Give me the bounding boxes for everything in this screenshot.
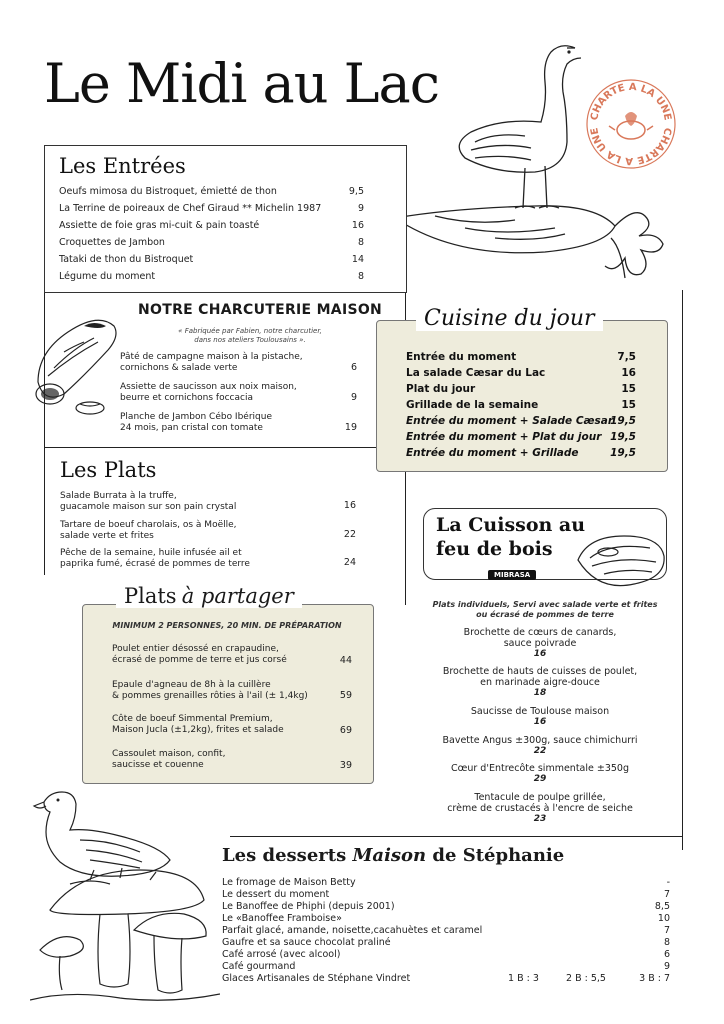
cuisine-jour-price: 19,5 bbox=[610, 431, 636, 443]
dessert-item: Café gourmand bbox=[222, 961, 296, 972]
partager-title-part2: à partager bbox=[181, 584, 294, 608]
plats-item bbox=[60, 520, 237, 542]
entree-item-name: Assiette de foie gras mi-cuit & pain toasté bbox=[59, 220, 260, 231]
entrees-title: Les Entrées bbox=[59, 154, 186, 178]
dessert-price: 9 bbox=[663, 961, 670, 972]
charcuterie-subtitle-line: dans nos ateliers Toulousains ». bbox=[194, 336, 306, 344]
entree-item-name: Croquettes de Jambon bbox=[59, 237, 165, 248]
partager-item-line: Epaule d'agneau de 8h à la cuillère bbox=[112, 680, 271, 690]
cuisson-item-line: Cœur d'Entrecôte simmentale ±350g bbox=[451, 763, 629, 774]
cuisine-jour-price: 15 bbox=[621, 383, 636, 395]
partager-title bbox=[116, 584, 302, 608]
dessert-price: 7 bbox=[663, 925, 670, 936]
goose-carrot-illustration bbox=[375, 38, 675, 303]
frame-right-line bbox=[682, 290, 683, 850]
cuisson-item-price: 29 bbox=[533, 774, 547, 784]
cuisson-item-price: 16 bbox=[533, 649, 547, 659]
charcuterie-item-price: 19 bbox=[344, 422, 357, 433]
dessert-item: Parfait glacé, amande, noisette,cacahuètes et caramel bbox=[222, 925, 483, 936]
desserts-title-part1: Les desserts bbox=[222, 845, 347, 866]
dessert-item: Le fromage de Maison Betty bbox=[222, 877, 356, 888]
duck-mushrooms-illustration bbox=[30, 780, 220, 1010]
cuisson-item bbox=[430, 763, 650, 785]
entree-item-name: Légume du moment bbox=[59, 271, 156, 282]
plats-item bbox=[60, 491, 236, 513]
cuisine-jour-price: 15 bbox=[621, 399, 636, 411]
cuisine-jour-item: Entrée du moment + Salade Cæsar bbox=[406, 415, 614, 427]
partager-item-price: 39 bbox=[339, 760, 352, 771]
charcuterie-item-price: 6 bbox=[350, 362, 357, 373]
entree-item-price: 9 bbox=[357, 203, 364, 214]
dessert-item: Le «Banoffee Framboise» bbox=[222, 913, 342, 924]
charcuterie-subtitle-line: « Fabriquée par Fabien, notre charcutier, bbox=[178, 327, 322, 335]
cuisson-intro bbox=[430, 600, 660, 620]
partager-item-price: 59 bbox=[339, 690, 352, 701]
badge-text-top: CHARTE A LA UNE bbox=[589, 81, 673, 122]
dessert-item: Le dessert du moment bbox=[222, 889, 330, 900]
plats-item-price: 24 bbox=[343, 557, 356, 568]
cuisine-jour-price: 19,5 bbox=[610, 415, 636, 427]
charcuterie-item-line: Assiette de saucisson aux noix maison, bbox=[120, 382, 297, 392]
charcuterie-item-price: 9 bbox=[350, 392, 357, 403]
plats-item-line: Salade Burrata à la truffe, bbox=[60, 491, 177, 501]
mibrasa-logo: MIBRASA bbox=[488, 570, 536, 580]
charcuterie-subtitle bbox=[160, 327, 340, 345]
plats-item-line: salade verte et frites bbox=[60, 531, 154, 541]
plats-item-price: 22 bbox=[343, 529, 356, 540]
cuisson-item-line: Brochette de hauts de cuisses de poulet, bbox=[442, 666, 638, 677]
partager-item-line: écrasé de pomme de terre et jus corsé bbox=[112, 655, 287, 665]
cuisson-item-line: sauce poivrade bbox=[503, 638, 577, 649]
cuisine-jour-price: 7,5 bbox=[617, 351, 636, 363]
cuisson-item bbox=[430, 792, 650, 825]
plats-item-line: Tartare de boeuf charolais, os à Moëlle, bbox=[60, 520, 237, 530]
partager-item bbox=[112, 749, 225, 771]
cuisson-item bbox=[430, 666, 650, 699]
plats-item-line: paprika fumé, écrasé de pommes de terre bbox=[60, 559, 250, 569]
partager-item bbox=[112, 680, 308, 702]
cuisson-item-line: Brochette de cœurs de canards, bbox=[463, 627, 617, 638]
cuisson-title-line: feu de bois bbox=[436, 538, 553, 560]
steak-illustration bbox=[568, 530, 668, 592]
plats-item-line: guacamole maison sur son pain crystal bbox=[60, 502, 237, 512]
dessert-price: 10 bbox=[657, 913, 670, 924]
cuisine-jour-item: Entrée du moment + Grillade bbox=[406, 447, 579, 459]
cuisson-title bbox=[436, 513, 585, 561]
partager-title-part1: Plats bbox=[124, 584, 177, 608]
dessert-item-glaces: Glaces Artisanales de Stéphane Vindret bbox=[222, 973, 411, 984]
partager-item-line: & pommes grenailles rôties à l'ail (± 1,4kg) bbox=[112, 691, 308, 701]
sausage-illustration bbox=[24, 312, 124, 422]
entrees-section bbox=[44, 145, 407, 293]
cuisson-item-line: Tentacule de poulpe grillée, bbox=[474, 792, 606, 803]
charcuterie-item bbox=[120, 382, 297, 404]
badge-text-bottom: CHARTE A LA UNE bbox=[589, 126, 673, 167]
cuisine-jour-item: Entrée du moment bbox=[406, 351, 517, 363]
entree-item-price: 8 bbox=[357, 237, 364, 248]
entree-item-name: Tataki de thon du Bistroquet bbox=[59, 254, 194, 265]
cuisson-item-line: en marinade aigre-douce bbox=[480, 677, 600, 688]
charcuterie-item-line: beurre et cornichons foccacia bbox=[120, 393, 253, 403]
cuisson-intro-line: ou écrasé de pommes de terre bbox=[476, 610, 614, 619]
entree-item-price: 14 bbox=[351, 254, 364, 265]
restaurant-title: Le Midi au Lac bbox=[44, 52, 439, 115]
partager-item bbox=[112, 714, 284, 736]
charcuterie-item-line: 24 mois, pan cristal con tomate bbox=[120, 423, 263, 433]
dessert-price: - bbox=[666, 877, 670, 888]
cuisine-jour-price: 16 bbox=[621, 367, 636, 379]
cuisson-title-line: La Cuisson au bbox=[436, 514, 586, 536]
partager-item-line: Cassoulet maison, confit, bbox=[112, 749, 226, 759]
desserts-title-part3: de Stéphanie bbox=[432, 845, 565, 866]
dessert-item: Gaufre et sa sauce chocolat praliné bbox=[222, 937, 391, 948]
cuisine-jour-item: La salade Cæsar du Lac bbox=[406, 367, 546, 379]
dessert-item: Café arrosé (avec alcool) bbox=[222, 949, 341, 960]
entree-item-price: 8 bbox=[357, 271, 364, 282]
charcuterie-item-line: cornichons & salade verte bbox=[120, 363, 238, 373]
entree-item-name: Oeufs mimosa du Bistroquet, émietté de thon bbox=[59, 186, 277, 197]
partager-item-line: Côte de boeuf Simmental Premium, bbox=[112, 714, 273, 724]
cuisson-item bbox=[430, 706, 650, 728]
entree-item-price: 16 bbox=[351, 220, 364, 231]
entree-item-name: La Terrine de poireaux de Chef Giraud ** Michelin 1987 bbox=[59, 203, 322, 214]
charcuterie-title: NOTRE CHARCUTERIE MAISON bbox=[138, 302, 383, 318]
plats-title: Les Plats bbox=[60, 458, 157, 482]
cuisine-jour-item: Plat du jour bbox=[406, 383, 476, 395]
glaces-price-3b: 3 B : 7 bbox=[639, 973, 670, 984]
cuisine-jour-item: Entrée du moment + Plat du jour bbox=[406, 431, 602, 443]
charcuterie-item bbox=[120, 412, 272, 434]
cuisson-item-line: Bavette Angus ±300g, sauce chimichurri bbox=[442, 735, 638, 746]
charcuterie-item-line: Planche de Jambon Cébo Ibérique bbox=[120, 412, 272, 422]
dessert-price: 7 bbox=[663, 889, 670, 900]
partager-item-price: 44 bbox=[339, 655, 352, 666]
cuisine-jour-title: Cuisine du jour bbox=[416, 306, 603, 331]
divider-desserts bbox=[230, 836, 683, 837]
dessert-item: Le Banoffee de Phiphi (depuis 2001) bbox=[222, 901, 395, 912]
plats-item-line: Pêche de la semaine, huile infusée ail et bbox=[60, 548, 242, 558]
charcuterie-item-line: Pâté de campagne maison à la pistache, bbox=[120, 352, 303, 362]
charcuterie-item bbox=[120, 352, 303, 374]
cuisson-item-price: 18 bbox=[533, 688, 547, 698]
desserts-title bbox=[222, 845, 564, 866]
cuisson-item-line: Saucisse de Toulouse maison bbox=[470, 706, 610, 717]
entree-item-price: 9,5 bbox=[348, 186, 364, 197]
dessert-price: 8 bbox=[663, 937, 670, 948]
desserts-title-part2: Maison bbox=[352, 845, 427, 866]
cuisson-item-price: 22 bbox=[533, 746, 547, 756]
partager-item-line: Maison Jucla (±1,2kg), frites et salade bbox=[112, 725, 284, 735]
cuisson-item-price: 23 bbox=[533, 814, 547, 824]
plats-item-price: 16 bbox=[343, 500, 356, 511]
glaces-price-2b: 2 B : 5,5 bbox=[566, 973, 606, 984]
cuisson-intro-line: Plats individuels, Servi avec salade verte et frites bbox=[432, 600, 658, 609]
partager-note: MINIMUM 2 PERSONNES, 20 MIN. DE PRÉPARATION bbox=[112, 621, 342, 630]
partager-item-line: Poulet entier désossé en crapaudine, bbox=[112, 644, 279, 654]
partager-item-price: 69 bbox=[339, 725, 352, 736]
plats-item bbox=[60, 548, 250, 570]
cuisson-item bbox=[430, 735, 650, 757]
cuisson-item-line: crème de crustacés à l'encre de seiche bbox=[447, 803, 633, 814]
cuisine-jour-item: Grillade de la semaine bbox=[406, 399, 539, 411]
cuisson-item bbox=[430, 627, 650, 660]
partager-item bbox=[112, 644, 287, 666]
cuisine-jour-price: 19,5 bbox=[610, 447, 636, 459]
dessert-price: 8,5 bbox=[654, 901, 670, 912]
dessert-price: 6 bbox=[663, 949, 670, 960]
partager-item-line: saucisse et couenne bbox=[112, 760, 204, 770]
cuisson-item-price: 16 bbox=[533, 717, 547, 727]
glaces-price-1b: 1 B : 3 bbox=[508, 973, 539, 984]
divider-plats bbox=[44, 447, 406, 448]
